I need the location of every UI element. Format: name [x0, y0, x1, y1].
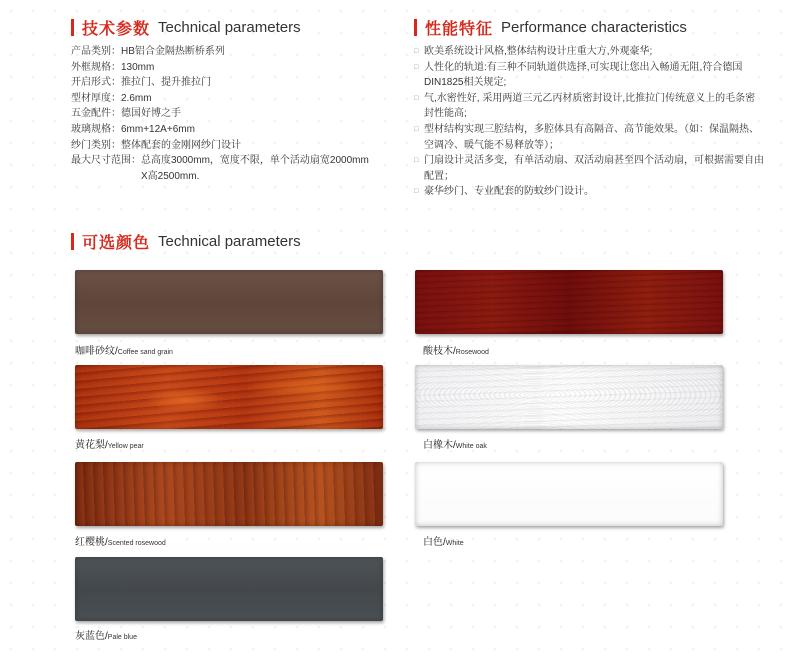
- list-item: [414, 153, 764, 184]
- swatch-label: [75, 342, 173, 357]
- swatch-pale-blue: [75, 557, 383, 621]
- list-item-text: 门扇设计灵活多变，有单活动扇、双活动扇甚至四个活动扇，可根据需要自由配置；: [424, 155, 764, 182]
- param-row: 外框规格：130mm: [71, 61, 155, 73]
- swatch-label-en: White oak: [455, 443, 487, 450]
- swatch-label-cn: 白橡木/: [423, 440, 456, 451]
- colors-section-title: [71, 230, 301, 252]
- swatch-yellow-pear: [75, 365, 383, 429]
- swatch-label-en: Yellow pear: [107, 443, 144, 450]
- swatch-label-cn: 咖啡砂纹/: [75, 346, 118, 357]
- performance-section-title: [414, 16, 687, 38]
- list-item: [414, 44, 764, 60]
- square-bullet-icon: □: [414, 125, 419, 133]
- param-row: 型材厚度：2.6mm: [71, 92, 152, 104]
- swatch-label-cn: 酸枝木/: [423, 346, 456, 357]
- param-row: 五金配件：德国好博之手: [71, 108, 181, 120]
- colors-title-en: Technical parameters: [158, 232, 301, 250]
- technical-params-list: [71, 44, 369, 184]
- swatch-label: [423, 436, 487, 451]
- swatch-label-en: Rosewood: [455, 349, 489, 356]
- technical-title-en: Technical parameters: [158, 18, 301, 36]
- swatch-label-cn: 红樱桃/: [75, 537, 108, 548]
- swatch-rosewood: [415, 270, 723, 334]
- param-row: 开启形式：推拉门、提升推拉门: [71, 77, 211, 89]
- param-row: 产品类别：HB铝合金隔热断桥系列: [71, 46, 225, 57]
- param-row: 最大尺寸范围：总高度3000mm，宽度不限，单个活动扇宽2000mm: [71, 155, 369, 167]
- swatch-label-cn: 灰蓝色/: [75, 631, 108, 642]
- param-row-continuation: X高2500mm.: [141, 170, 200, 182]
- swatch-label: [75, 533, 166, 548]
- swatch-scented-rosewood: [75, 462, 383, 526]
- square-bullet-icon: □: [414, 157, 419, 165]
- square-bullet-icon: □: [414, 188, 419, 196]
- performance-title-en: Performance characteristics: [501, 18, 687, 36]
- swatch-label: [423, 342, 489, 357]
- swatch-white-oak: [415, 365, 723, 429]
- swatch-coffee-sand-grain: [75, 270, 383, 334]
- square-bullet-icon: □: [414, 94, 419, 102]
- param-row: 纱门类别：整体配套的金刚网纱门设计: [71, 139, 241, 151]
- swatch-label-cn: 白色/: [423, 537, 446, 548]
- square-bullet-icon: □: [414, 63, 419, 71]
- list-item: [414, 184, 764, 200]
- swatch-label-en: Pale blue: [107, 634, 137, 641]
- square-bullet-icon: □: [414, 48, 419, 55]
- swatch-label-cn: 黄花梨/: [75, 440, 108, 451]
- title-accent-bar: [71, 233, 74, 250]
- swatch-label: [423, 533, 464, 548]
- swatch-label-en: Scented rosewood: [107, 540, 166, 547]
- list-item-text: 型材结构实现三腔结构，多腔体具有高隔音、高节能效果。（如：保温隔热、空调冷、暖气能不易释放等）；: [424, 123, 759, 151]
- list-item: [414, 60, 764, 91]
- list-item-text: 气,水密性好, 采用两道三元乙丙材质密封设计,比推拉门传统意义上的毛条密封性能高;: [424, 92, 756, 120]
- title-accent-bar: [71, 19, 74, 36]
- technical-section-title: [71, 16, 301, 38]
- list-item-text: 人性化的轨道:有三种不同轨道供选择,可实现让您出入畅通无阻,符合德国DIN1825相关规定;: [424, 61, 743, 89]
- list-item: [414, 91, 764, 122]
- swatch-label: [75, 436, 144, 451]
- performance-list: [414, 44, 764, 200]
- param-row: 玻璃规格：6mm+12A+6mm: [71, 123, 195, 135]
- swatch-label-en: White: [445, 540, 464, 547]
- swatch-label: [75, 627, 137, 642]
- list-item-text: 豪华纱门、专业配套的防蚊纱门设计。: [424, 186, 594, 198]
- colors-title-cn: 可选颜色: [82, 234, 151, 252]
- list-item-text: 欧美系统设计风格,整体结构设计庄重大方,外观豪华;: [424, 46, 653, 57]
- swatch-white: [415, 462, 723, 526]
- title-accent-bar: [414, 19, 417, 36]
- swatch-label-en: Coffee sand grain: [117, 349, 173, 356]
- performance-title-cn: 性能特征: [425, 20, 494, 38]
- list-item: [414, 122, 764, 153]
- technical-title-cn: 技术参数: [82, 20, 151, 38]
